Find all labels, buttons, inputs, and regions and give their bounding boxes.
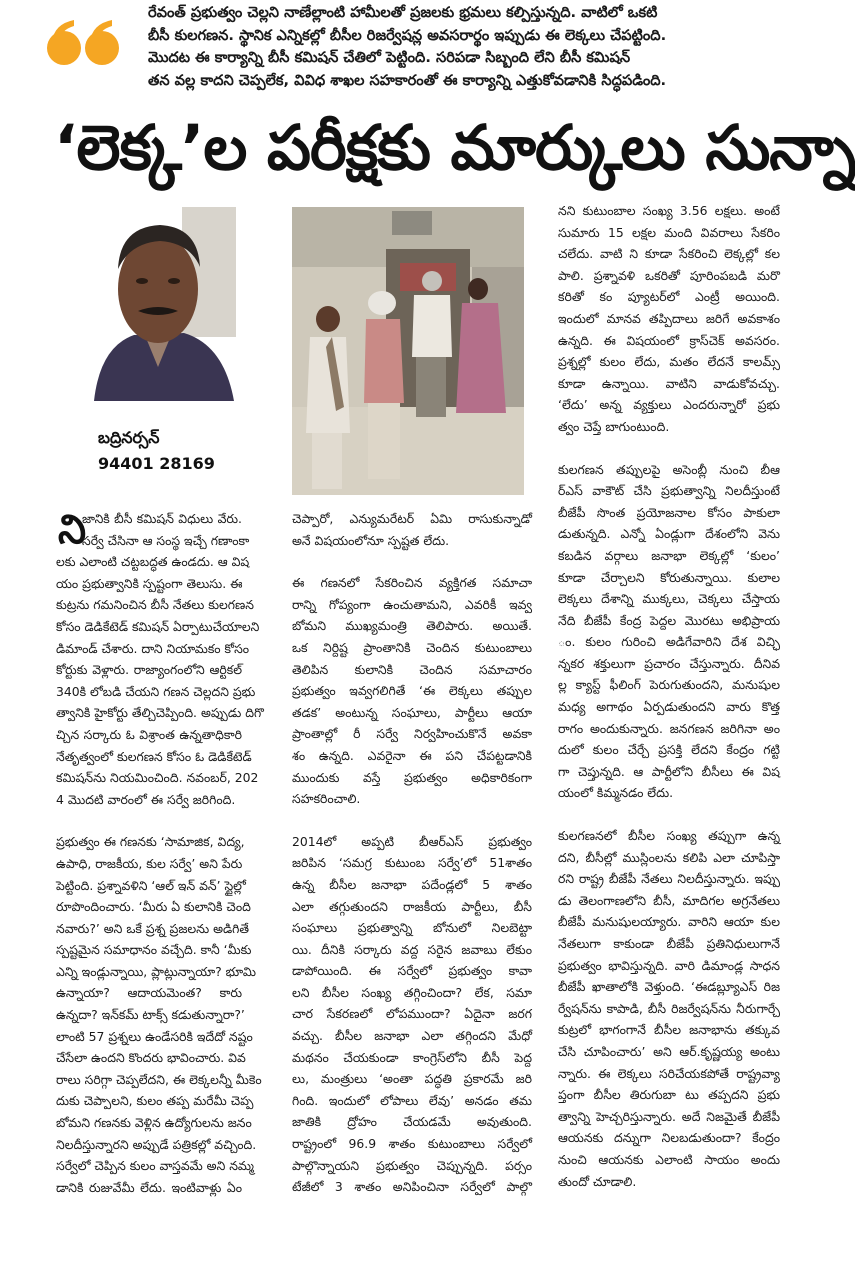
text-line: బోమని ముఖ్యమంత్రి తెలిపారు. అయితే. <box>292 618 532 634</box>
text-line: ఉన్న బీసీల జనాభా పదేండ్లలో 5 శాతం <box>292 876 532 892</box>
text-line: బీజేపీ ఖాతాలోకి వెళ్తుంది. ‘ఈడబ్ల్యూఎస్ రిజ <box>558 979 780 995</box>
text-line: లు, మంత్రులు ‘అంతా పద్ధతి ప్రకారమే జరి <box>292 1071 532 1087</box>
text-line: బీజేపీ మనుషులయ్యారు. వారిని ఆయా కుల <box>558 914 780 930</box>
text-line: సహకరించాలి. <box>292 791 361 807</box>
text-line: రాన్ని గోప్యంగా ఉంచుతామని, ఎవరికీ ఇవ్వ <box>292 596 532 612</box>
text-line: న్నకర శక్తులుగా ప్రచారం చేస్తున్నారు. దీనివ <box>558 655 780 671</box>
text-line: శం ఉన్నది. ఎవరైనా ఈ పని చేపట్టడానికి <box>292 747 532 763</box>
text-line: రాగం అందుకున్నారు. జనగణన జరిగినా అం <box>558 720 780 736</box>
text-line: డాపోయింది. ఈ సర్వేలో ప్రభుత్వం కావా <box>292 963 532 979</box>
text-line: చెప్పారో, ఎన్యుమరేటర్ ఏమి రాసుకున్నాడో <box>292 511 532 526</box>
text-line: డుతున్నది. ఎన్నో ఏండ్లుగా దేశంలోని వెను <box>558 526 780 542</box>
text-line: 2014లో అప్పటి బీఆర్ఎస్ ప్రభుత్వం <box>292 833 532 849</box>
text-line: యి. దీనికి సర్కారు వద్ద సరైన జవాబు లేకుం <box>292 941 532 957</box>
text-line: ప్రాంతాల్లో రీ సర్వే నిర్వహించుకొనే అవకా <box>292 726 532 742</box>
text-line: నవారు?’ అని ఒకే ప్రశ్న ప్రజలను అడిగితే <box>56 920 250 936</box>
text-line: ం. కులం గురించి అడిగేవారిని దేశ విచ్ఛి <box>558 634 780 650</box>
text-line: ఉపాధి, రాజకీయ, కుల సర్వే’ అని పేరు <box>56 855 243 871</box>
text-line: మథనం చేయకుండా కాంగ్రెస్‌లోని బీసీ పెద్ద <box>292 1049 532 1065</box>
text-line: కుట్రలో భాగంగానే బీసీల జనాభాను తక్కువ <box>558 1022 780 1038</box>
text-line: జాతికి ద్రోహం చేయడమే అవుతుంది. <box>292 1114 532 1130</box>
text-line: రూపొందించారు. ‘మీరు ఏ కులానికి చెంది <box>56 899 251 915</box>
text-line: డిమాండ్ చేశారు. దాని నియామకం కోసం <box>56 640 250 656</box>
text-line: ప్రభుత్వం ఇవ్వగలిగితే ‘ఈ లెక్కలు తప్పుల <box>292 683 532 699</box>
text-line: ప్రభుత్వం భావిస్తున్నది. వారి డిమాండ్ల సాధన <box>558 957 780 973</box>
text-line: న్నారు. ఈ లెక్కలు సరిచేయకపోతే రాష్ట్రవ్యా <box>558 1065 780 1081</box>
text-line: జానికి బీసీ కమిషన్ విధులు వేరు. <box>82 511 242 526</box>
standfirst-line: రేవంత్ ప్రభుత్వం చెల్లని నాణేల్లాంటి హామీలతో ప్రజలకు భ్రమలు కల్పిస్తున్నది. వాటిలో ఒకటి <box>148 4 658 21</box>
text-line: ఒక నిర్దిష్ట ప్రాంతానికి చెందిన కుటుంబాలు <box>292 639 532 655</box>
column-2 <box>292 508 532 1198</box>
text-line: నిలదీస్తున్నారని అప్పుడే పత్రికల్లో వచ్చింది. <box>56 1136 257 1152</box>
text-line: చార సేకరణలో లోపముందా? ఏదైనా జరగ <box>292 1006 532 1022</box>
author-name: బద్రినర్సన్ <box>98 428 160 447</box>
text-line: నేతృత్వంలో కులగణన కోసం ఓ డెడికేటెడ్ <box>56 748 252 764</box>
text-line: కూడా ఉన్నాయి. వాటిని వాడుకోవచ్చు. <box>558 375 780 391</box>
text-line: కోసం డెడికేటెడ్ కమిషన్ ఏర్పాటుచేయాలని <box>56 618 260 634</box>
text-line: కోర్టుకు వెళ్లారు. రాజ్యాంగంలోని ఆర్టికల్ <box>56 662 242 678</box>
text-line: త్వాన్ని హెచ్చరిస్తున్నారు. అదే నిజమైతే బీజేపీ <box>558 1108 780 1124</box>
text-line: త్వం చెప్తే బాగుంటుంది. <box>558 418 670 434</box>
text-line: పాలి. ప్రశ్నావళి ఒకరితో పూరింపబడి మరొ <box>558 267 780 283</box>
text-line: గింది. ఇందులో లోపాలు లేవు’ అనడం తమ <box>292 1092 532 1108</box>
text-line: తెలిపిన కులానికి చెందిన సమాచారం <box>292 661 532 677</box>
text-line: కమిషన్‌ను నియమించింది. నవంబర్, 202 <box>56 770 259 786</box>
text-line: ఆయనకు దన్నుగా నిలబడుతుందా? కేంద్రం <box>558 1130 780 1146</box>
text-line: రని రాష్ట్ర బీజేపీ నేతలు నిలదీస్తున్నారు. ఇప్పు <box>558 871 780 887</box>
standfirst-line: బీసీ కులగణన. స్థానిక ఎన్నికల్లో బీసీల రిజర్వేషన్ల అవసరార్థం ఇప్పుడు ఈ లెక్కలు చేపట్టింది. <box>148 26 667 44</box>
text-line: చ్చిన సర్కారు ఓ విశ్రాంత ఉన్నతాధికారి <box>56 726 242 742</box>
text-line: జరిపిన ‘సమగ్ర కుటుంబ సర్వే’లో 51శాతం <box>292 855 532 871</box>
text-line: రాష్ట్రంలో 96.9 శాతం కుటుంబాలు సర్వేలో <box>292 1136 532 1152</box>
text-line: గా చెప్తున్నది. ఆ పార్టీలోని బీసీలు ఈ విష <box>558 763 780 779</box>
text-line: ల్ల క్యాస్ట్ ఫీలింగ్ పెరుగుతుందని, మనుషుల <box>558 677 780 693</box>
text-line: చేసి చూపించారు’ అని ఆర్.కృష్ణయ్య అంటు <box>558 1043 780 1059</box>
text-line: లాంటి 57 ప్రశ్నలు ఉండేసరికి ఇదేదో నష్టం <box>56 1028 253 1044</box>
text-line: రాలు సరిగ్గా చెప్పలేదని, ఈ లెక్కలన్నీ మీకెం <box>56 1071 262 1087</box>
author-phone: 94401 28169 <box>98 454 215 473</box>
text-line: కులగణనలో బీసీల సంఖ్య తప్పుగా ఉన్న <box>558 828 780 844</box>
text-line: ఉన్నాయా? ఆదాయమెంత? కారు <box>56 985 242 1001</box>
text-line: పాల్గొన్నాయని ప్రభుత్వం చెప్పున్నది. పర్సం <box>292 1157 532 1173</box>
text-line: సర్వే చేసినా ఆ సంస్థ ఇచ్చే గణాంకా <box>82 532 250 548</box>
drop-cap: ని <box>58 507 87 553</box>
author-photo <box>74 207 236 401</box>
text-line: లెక్కలు దేశాన్ని ముక్కలు, చెక్కలు చేస్తాయ <box>558 591 780 607</box>
column-3 <box>558 200 780 1192</box>
text-line: దులో కులం చేర్చే ప్రసక్తి లేదని కేంద్రం గట్టి <box>558 742 780 758</box>
text-line: 4 మొదటి వారంలో ఈ సర్వే జరిగింది. <box>56 791 236 807</box>
text-line: లకు ఎలాంటి చట్టబద్ధత ఉండదు. ఆ విష <box>56 554 250 570</box>
column-1 <box>56 508 264 1198</box>
text-line: ర్ఎస్ వాకౌట్ చేసి ప్రభుత్వాన్ని నిలదీస్తుంటే <box>558 483 780 499</box>
text-line: నేది బీజేపీ కేంద్ర పెద్దల మొరటు అభిప్రాయ <box>558 612 780 628</box>
text-line: టేజీలో 3 శాతం అనిపించినా సర్వేలో పాల్గొ <box>292 1179 532 1195</box>
text-line: ముందుకు వస్తే ప్రభుత్వం అధికారికంగా <box>292 769 532 785</box>
text-line: ఈ గణనలో సేకరించిన వ్యక్తిగత సమాచా <box>292 575 532 591</box>
text-line: ప్రభుత్వం ఈ గణనకు ‘సామాజిక, విద్య, <box>56 834 245 850</box>
text-line: 340కి లోబడి చేయని గణన చెల్లదని ప్రభు <box>56 683 256 699</box>
standfirst-line: తన వల్ల కాదని చెప్పలేక, వివిధ శాఖల సహకారంతో ఈ కార్యాన్ని ఎత్తుకోవడానికి సిద్ధపడింది. <box>148 71 667 89</box>
text-line: నుంచి ఆయనకు ఎలాంటి సాయం అందు <box>558 1151 780 1167</box>
news-photo <box>292 207 524 495</box>
standfirst-line: మొదట ఈ కార్యాన్ని బీసీ కమిషన్ చేతిలో పెట్టింది. సరిపడా సిబ్బంది లేని బీసీ కమిషన్ <box>148 49 631 66</box>
text-line: సుమారు 15 లక్షల మంది వివరాలు సేకరిం <box>558 224 780 240</box>
text-line: కరితో కం ప్యూటర్‌లో ఎంట్రీ అయింది. <box>558 289 780 305</box>
text-line: కూడా చేర్చాలని కోరుతున్నాయి. కులాల <box>558 569 780 585</box>
text-line: బోమని గణనకు వెళ్లిన ఉద్యోగులను జనం <box>56 1115 252 1131</box>
text-line: డు తెలంగాణలోని బీసీ, మాదిగల అగ్రనేతలు <box>558 892 780 908</box>
text-line: యం ప్రభుత్వానికి స్పష్టంగా తెలుసు. ఈ <box>56 575 243 591</box>
text-line: నేతలుగా కాకుండా బీజేపీ ప్రతినిధులుగానే <box>558 936 780 951</box>
text-line: సర్వేలో చెప్పిన కులం వాస్తవమే అని నమ్మ <box>56 1158 254 1174</box>
text-line: అనే విషయంలోనూ స్పష్టత లేదు. <box>292 532 450 548</box>
text-line: తడక’ అంటున్న సంఘాలు, పార్టీలు ఆయా <box>292 704 532 720</box>
text-line: ‘లేదు’ అన్న వ్యక్తులు ఎందరున్నారో ప్రభు <box>558 397 780 413</box>
text-line: ఉన్నది. ఈ విషయంలో క్రాస్‌చెక్ అవసరం. <box>558 332 780 348</box>
text-line: ప్రశ్నల్లో కులం లేదు, మతం లేదనే కాలమ్స్ <box>558 354 780 370</box>
text-line: యంలో కిమ్మనడం లేదు. <box>558 785 674 801</box>
text-line: ఇందులో మానవ తప్పిదాలు జరిగే అవకాశం <box>558 310 780 326</box>
text-line: చేసేలా ఉందని కొందరు భావించారు. వివ <box>56 1050 246 1066</box>
text-line: కబడిన వర్గాలు జనాభా లెక్కల్లో ‘కులం’ <box>558 547 780 563</box>
text-line: త్వానికి హైకోర్టు తేల్చిచెప్పింది. అప్పుడు దిగొ <box>56 705 264 721</box>
text-line: లని బీసీల సంఖ్య తగ్గించిందా? లేక, సమా <box>292 984 532 1000</box>
headline: ‘లెక్క’ల పరీక్షకు మార్కులు సున్నా <box>54 111 855 184</box>
quote-mark-icon <box>44 18 124 70</box>
text-line: చలేదు. వాటి ని కూడా సేకరించి లెక్కల్లో కల <box>558 246 780 262</box>
text-line: ర్వేషన్‌ను కాపాడి, బీసీ రిజర్వేషన్‌ను నీరుగార్చే <box>558 1000 780 1016</box>
text-line: కులగణన తప్పులపై అసెంబ్లీ నుంచి బీఆ <box>558 461 780 477</box>
text-line: తుందో చూడాలి. <box>558 1173 637 1189</box>
text-line: బీజేపీ సొంత ప్రయోజనాల కోసం పాకులా <box>558 504 780 520</box>
text-line: స్పష్టమైన సమాధానం వచ్చేది. కానీ ‘మీకు <box>56 942 252 958</box>
text-line: ఎలా తగ్గుతుందని రాజకీయ పార్టీలు, బీసీ <box>292 898 532 914</box>
text-line: డానికి రుజువేమీ లేదు. ఇంటివాళ్లు ఏం <box>56 1179 242 1195</box>
text-line: ఉన్నదా? ఇన్‌కమ్ టాక్స్ కడుతున్నారా?’ <box>56 1007 245 1023</box>
text-line: వచ్చు. బీసీల జనాభా ఎలా తగ్గిందని మేధో <box>292 1028 532 1044</box>
text-line: పెట్టింది. ప్రశ్నావళిని ‘ఆల్ ఇన్ వన్’ స్టైల్లో <box>56 877 246 893</box>
text-line: దుకు చెప్పాలని, కులం తప్ప మరేమీ చెప్ప <box>56 1093 254 1109</box>
text-line: మధ్య అగాథం ఏర్పడుతుందని వారు కొత్త <box>558 699 780 715</box>
text-line: కుట్రను గమనించిన బీసీ నేతలు కులగణన <box>56 597 254 613</box>
text-line: సంఘాలు ప్రభుత్వాన్ని బోనులో నిలబెట్టా <box>292 920 532 936</box>
text-line: దని, బీసీల్లో ముస్లింలను కలిపి ఎలా చూపిస్తా <box>558 849 780 865</box>
standfirst <box>148 2 780 92</box>
text-line: ఎన్ని ఇండ్లున్నాయి, ప్లాట్లున్నాయా? భూమి <box>56 963 256 979</box>
text-line: నని కుటుంబాల సంఖ్య 3.56 లక్షలు. అంటే <box>558 203 780 218</box>
text-line: ప్తంగా బీసీల తిరుగుబా టు తప్పదని ప్రభు <box>558 1087 780 1103</box>
